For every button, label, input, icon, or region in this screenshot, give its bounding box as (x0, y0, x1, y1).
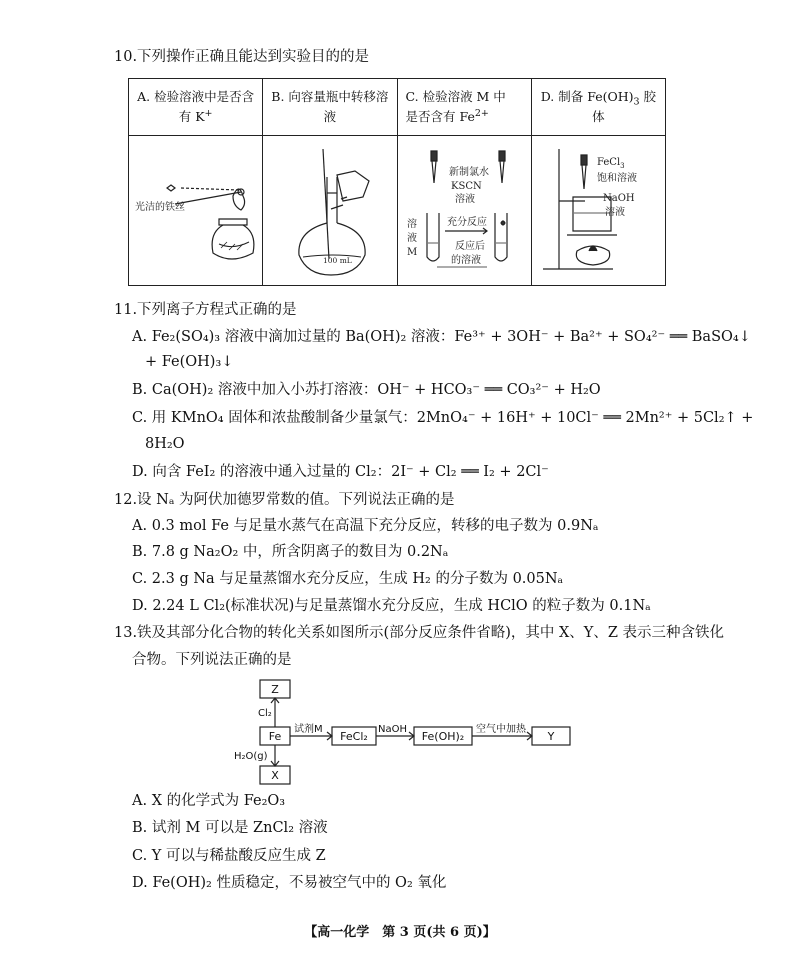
q11-option-c-cont: 8H₂O (145, 436, 185, 452)
option-c-label: C. 检验溶液 M 中是否含有 Fe (405, 89, 506, 124)
saturated-solution-label: 饱和溶液 (597, 173, 638, 184)
option-d-figure (531, 136, 665, 286)
full-reaction-label: 充分反应 (447, 217, 488, 228)
q13-option-c: C. Y 可以与稀盐酸反应生成 Z (132, 848, 326, 864)
option-a-cell: A. 检验溶液中是否含有 K+ (129, 79, 263, 136)
iron-wire-label: 光洁的铁丝 (134, 202, 185, 213)
q13-stem-cont: 合物。下列说法正确的是 (132, 652, 292, 668)
option-d-label: D. 制备 Fe(OH) (540, 89, 634, 104)
naoh-solution-label: 溶液 (605, 207, 626, 218)
q11-option-a: A. Fe₂(SO₄)₃ 溶液中滴加过量的 Ba(OH)₂ 溶液：Fe³⁺ + 3OH⁻ + Ba²⁺ + SO₄²⁻ ══ BaSO₄↓ (132, 329, 751, 345)
volumetric-flask-figure (265, 137, 395, 282)
flask-volume-label: 100 mL (322, 255, 352, 265)
cl2-arrow-label: Cl₂ (258, 708, 272, 719)
q12-option-b: B. 7.8 g Na₂O₂ 中，所含阴离子的数目为 0.2Nₐ (132, 544, 449, 560)
iron-transformation-diagram (228, 676, 573, 788)
q10-options-table (128, 78, 666, 286)
option-d-cell: D. 制备 $Fe(OH)_3$ 胶体 (531, 79, 665, 136)
fecl3-label: FeCl$_3$ (597, 157, 626, 170)
q13-option-a: A. X 的化学式为 Fe₂O₃ (132, 793, 286, 809)
naoh-arrow-label: NaOH (378, 724, 407, 735)
solution-m-char1: 溶 (407, 219, 418, 230)
y-label: Y (547, 730, 555, 743)
option-b-figure (263, 136, 397, 286)
air-heating-label: 空气中加热 (476, 724, 526, 735)
option-b-cell (263, 79, 397, 136)
q11-option-d: D. 向含 FeI₂ 的溶液中通入过量的 Cl₂：2I⁻ + Cl₂ ══ I₂ + 2Cl⁻ (132, 464, 549, 480)
option-a-label: A. 检验溶液中是否含有 K (137, 89, 255, 124)
q12-option-c: C. 2.3 g Na 与足量蒸馏水充分反应，生成 H₂ 的分子数为 0.05Nₐ (132, 571, 564, 587)
option-c-figure (397, 136, 531, 286)
test-tubes-figure (399, 139, 529, 279)
q13-option-d: D. Fe(OH)₂ 性质稳定，不易被空气中的 O₂ 氧化 (132, 875, 447, 891)
q11-option-a-cont: + Fe(OH)₃↓ (145, 354, 234, 370)
solution-label: 的溶液 (451, 255, 482, 266)
solution-m-char3: M (407, 247, 418, 258)
q11-option-c: C. 用 KMnO₄ 固体和浓盐酸制备少量氯气：2MnO₄⁻ + 16H⁺ + 10Cl⁻ ══ 2Mn²⁺ + 5Cl₂↑ + (132, 410, 754, 426)
kscn-label: KSCN (451, 181, 482, 192)
x-label: X (271, 769, 279, 782)
chlorine-water-label: 新制氯水 (449, 167, 490, 178)
q10-stem: 10.下列操作正确且能达到实验目的的是 (114, 49, 370, 65)
q12-option-d: D. 2.24 L Cl₂(标准状况)与足量蒸馏水充分反应，生成 HClO 的粒子数为 0.1Nₐ (132, 598, 651, 614)
q13-option-b: B. 试剂 M 可以是 ZnCl₂ 溶液 (132, 820, 328, 836)
option-c-cell: C. 检验溶液 M 中是否含有 $Fe^{2+}$ (397, 79, 531, 136)
q12-stem: 12.设 Nₐ 为阿伏加德罗常数的值。下列说法正确的是 (114, 492, 455, 508)
option-b-label: B. 向容量瓶中转移溶液 (271, 89, 389, 124)
kscn-solution-label: 溶液 (455, 194, 476, 205)
eye-icon (167, 185, 175, 191)
flame-test-figure (131, 144, 261, 274)
z-label: Z (271, 683, 279, 696)
option-a-figure (129, 136, 263, 286)
solution-m-char2: 液 (407, 233, 418, 244)
feoh2-label: Fe(OH)₂ (421, 730, 465, 743)
page-footer: 【高一化学 第 3 页(共 6 页)】 (304, 925, 496, 940)
q12-option-a: A. 0.3 mol Fe 与足量水蒸气在高温下充分反应，转移的电子数为 0.9Nₐ (132, 518, 599, 534)
after-reaction-label: 反应后 (455, 241, 486, 252)
q13-stem: 13.铁及其部分化合物的转化关系如图所示(部分反应条件省略)，其中 X、Y、Z 表示三种含铁化 (114, 625, 725, 641)
q11-stem: 11.下列离子方程式正确的是 (114, 302, 297, 318)
q11-option-b: B. Ca(OH)₂ 溶液中加入小苏打溶液：OH⁻ + HCO₃⁻ ══ CO₃²⁻ + H₂O (132, 382, 601, 398)
colloid-setup-figure (533, 139, 663, 279)
fecl2-label: FeCl₂ (340, 730, 368, 743)
reagent-m-label: 试剂M (294, 724, 323, 735)
fe-label: Fe (268, 730, 282, 743)
steam-arrow-label: H₂O(g) (234, 751, 268, 762)
naoh-label: NaOH (603, 193, 636, 204)
